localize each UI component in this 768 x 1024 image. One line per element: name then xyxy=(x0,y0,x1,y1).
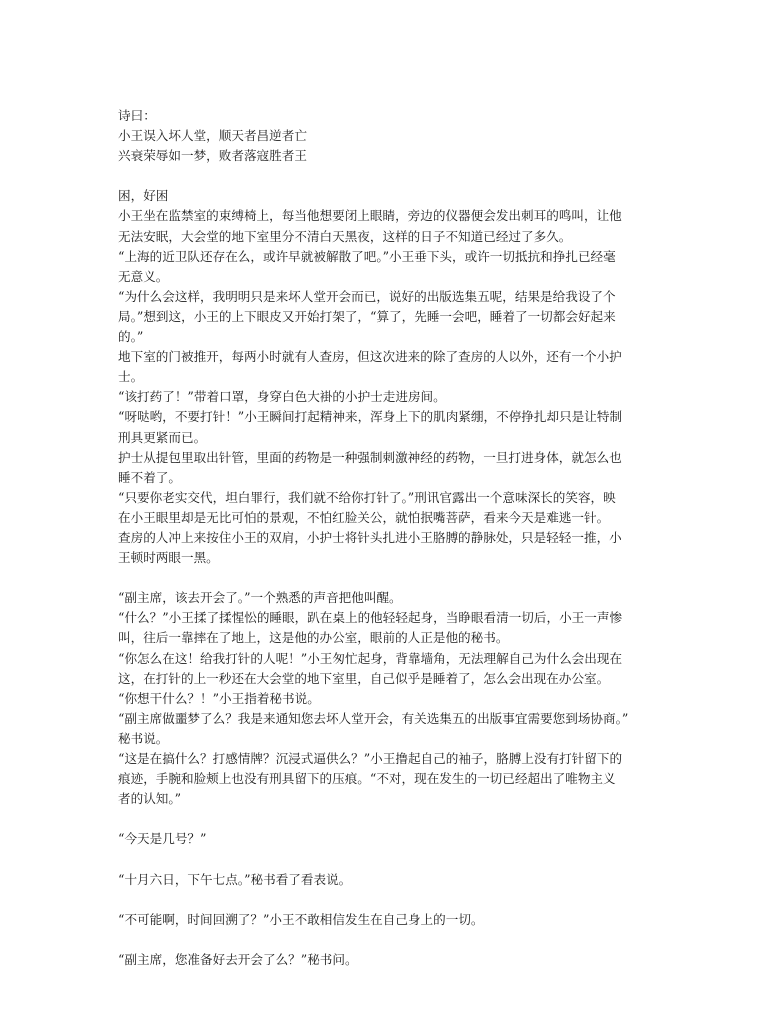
text-line: “什么？”小王揉了揉惺忪的睡眼，趴在桌上的他轻轻起身，当睁眼看清一切后，小王一声惨 xyxy=(118,610,623,626)
blank-line xyxy=(118,849,663,869)
text-line: 护士从提包里取出针管，里面的药物是一种强制刺激神经的药物，一旦打进身体，就怎么也 xyxy=(118,449,622,465)
text-line: “呀哒哟，不要打针！”小王瞬间打起精神来，浑身上下的肌肉紧绷，不停挣扎却只是让特制 xyxy=(118,409,623,425)
text-line: 刑具更紧而已。 xyxy=(118,429,207,445)
text-line: 睡不着了。 xyxy=(118,469,181,485)
text-line: “副主席，该去开会了。”一个熟悉的声音把他叫醒。 xyxy=(118,590,402,606)
blank-line xyxy=(118,166,663,186)
text-line: “为什么会这样，我明明只是来坏人堂开会而已，说好的出版选集五呢，结果是给我设了个 xyxy=(118,288,616,304)
text-line: 困，好困 xyxy=(118,188,169,204)
blank-line xyxy=(118,890,663,910)
text-line: “副主席做噩梦了么？我是来通知您去坏人堂开会，有关选集五的出版事宜需要您到场协商。” xyxy=(118,710,629,726)
text-line: “你想干什么？！”小王指着秘书说。 xyxy=(118,690,320,706)
blank-line xyxy=(118,930,663,950)
text-line: 查房的人冲上来按住小王的双肩，小护士将针头扎进小王胳膊的静脉处，只是轻轻一推，小 xyxy=(118,529,622,545)
blank-line xyxy=(118,809,663,829)
text-line: 王顿时两眼一黑。 xyxy=(118,550,219,566)
text-line: 诗曰： xyxy=(118,108,156,123)
text-line: “这是在搞什么？打感情牌？沉浸式逼供么？”小王撸起自己的袖子，胳膊上没有打针留下的 xyxy=(118,751,623,766)
text-line: “只要你老实交代，坦白罪行，我们就不给你打针了。”刑讯官露出一个意味深长的笑容，映 xyxy=(118,489,616,505)
text-line: 叫，往后一靠摔在了地上，这是他的办公室，眼前的人正是他的秘书。 xyxy=(118,630,509,646)
text-line: 无意义。 xyxy=(118,268,169,284)
text-line: 地下室的门被推开，每两小时就有人查房，但这次进来的除了查房的人以外，还有一个小护 xyxy=(118,349,622,365)
blank-line xyxy=(118,568,663,588)
text-line: 无法安眠，大会堂的地下室里分不清白天黑夜，这样的日子不知道已经过了多久。 xyxy=(118,228,572,244)
text-line: 士。 xyxy=(118,369,144,385)
text-line: “上海的近卫队还存在么，或许早就被解散了吧。”小王垂下头，或许一切抵抗和挣扎已经毫 xyxy=(118,248,616,264)
text-line: 在小王眼里却是无比可怕的景观，不怕红脸关公，就怕抿嘴菩萨，看来今天是难逃一针。 xyxy=(118,509,610,525)
document-body xyxy=(118,106,663,970)
text-line: 痕迹，手腕和脸颊上也没有刑具留下的压痕。“不对，现在发生的一切已经超出了唯物主义 xyxy=(118,771,616,787)
text-line: 秘书说。 xyxy=(118,730,169,746)
text-line: “你怎么在这！给我打针的人呢！”小王匆忙起身，背靠墙角，无法理解自己为什么会出现在 xyxy=(118,650,623,666)
text-line: “副主席，您准备好去开会了么？”秘书问。 xyxy=(118,951,358,967)
text-line: 小王误入坏人堂，顺天者昌逆者亡 xyxy=(118,128,307,144)
text-line: “今天是几号？” xyxy=(118,831,207,847)
text-line: 局。”想到这，小王的上下眼皮又开始打架了，“算了，先睡一会吧，睡着了一切都会好起来 xyxy=(118,308,616,324)
text-line: “十月六日，下午七点。”秘书看了看表说。 xyxy=(118,871,352,887)
text-line: 小王坐在监禁室的束缚椅上，每当他想要闭上眼睛，旁边的仪器便会发出刺耳的鸣叫，让他 xyxy=(118,208,622,224)
text-line: 这，在打针的上一秒还在大会堂的地下室里，自己似乎是睡着了，怎么会出现在办公室。 xyxy=(118,670,610,686)
text-line: 的。” xyxy=(118,329,144,345)
text-line: 者的认知。” xyxy=(118,791,182,807)
text-line: “不可能啊，时间回溯了？”小王不敢相信发生在自己身上的一切。 xyxy=(118,911,484,927)
text-line: 兴衰荣辱如一梦，败者落寇胜者王 xyxy=(118,148,307,164)
text-line: “该打药了！”带着口罩，身穿白色大褂的小护士走进房间。 xyxy=(118,389,446,405)
